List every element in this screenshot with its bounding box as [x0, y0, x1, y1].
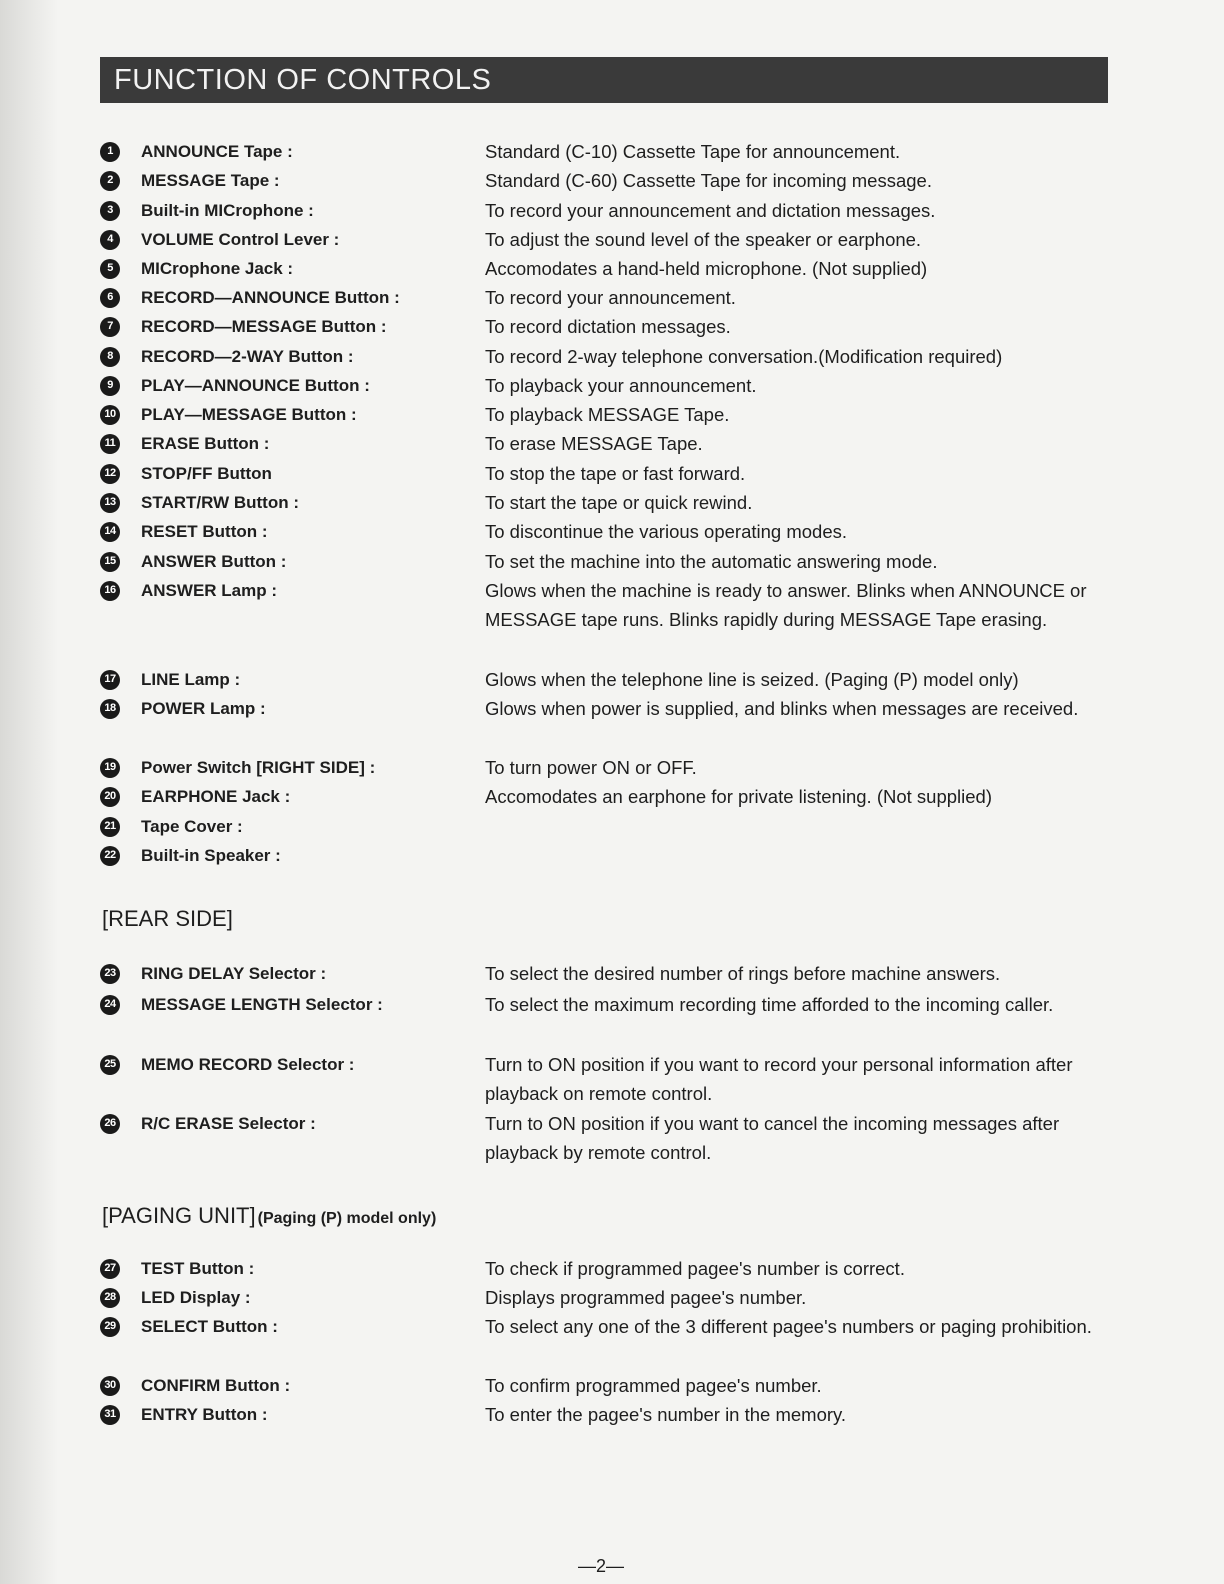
- control-description: To record your announcement.: [485, 287, 736, 308]
- item-number-badge: 14: [100, 522, 120, 542]
- item-number-badge: 3: [100, 201, 120, 221]
- item-number-badge: 10: [100, 405, 120, 425]
- control-item: [100, 488, 1130, 517]
- item-number-badge: 6: [100, 288, 120, 308]
- page-title: FUNCTION OF CONTROLS: [114, 63, 492, 96]
- control-description: To record dictation messages.: [485, 316, 731, 337]
- control-item: [100, 1283, 1130, 1312]
- control-item: [100, 1109, 1130, 1168]
- control-item: [100, 1254, 1130, 1283]
- item-number-badge: 30: [100, 1376, 120, 1396]
- control-item: [100, 517, 1130, 546]
- control-label: RECORD—2-WAY Button :: [141, 347, 354, 366]
- control-item: [100, 576, 1130, 635]
- control-item: [100, 694, 1130, 723]
- control-label: R/C ERASE Selector :: [141, 1114, 316, 1133]
- item-number-badge: 31: [100, 1405, 120, 1425]
- item-number-badge: 23: [100, 964, 120, 984]
- item-number-badge: 9: [100, 376, 120, 396]
- control-label: ANNOUNCE Tape :: [141, 142, 293, 161]
- item-number-badge: 4: [100, 230, 120, 250]
- item-number-badge: 1: [100, 142, 120, 162]
- section-header-bar: [100, 57, 1108, 103]
- control-description: To playback your announcement.: [485, 375, 757, 396]
- control-label: Tape Cover :: [141, 817, 243, 836]
- item-number-badge: 18: [100, 699, 120, 719]
- control-item: [100, 665, 1130, 694]
- control-item: [100, 459, 1130, 488]
- control-item: [100, 137, 1130, 166]
- control-description: To select any one of the 3 different pagee's numbers or paging prohibition.: [485, 1316, 1092, 1337]
- item-number-badge: 25: [100, 1055, 120, 1075]
- control-label: MESSAGE Tape :: [141, 171, 280, 190]
- control-label: PLAY—ANNOUNCE Button :: [141, 376, 370, 395]
- control-label: MICrophone Jack :: [141, 259, 294, 278]
- control-description: To select the maximum recording time afforded to the incoming caller.: [485, 994, 1054, 1015]
- control-description: Displays programmed pagee's number.: [485, 1287, 807, 1308]
- item-number-badge: 11: [100, 434, 120, 454]
- control-item: [100, 547, 1130, 576]
- control-item: [100, 342, 1130, 371]
- control-item: [100, 429, 1130, 458]
- control-label: STOP/FF Button: [141, 464, 272, 483]
- control-description: To turn power ON or OFF.: [485, 757, 697, 778]
- control-description: Accomodates an earphone for private listening. (Not supplied): [485, 786, 992, 807]
- item-number-badge: 17: [100, 670, 120, 690]
- item-number-badge: 8: [100, 347, 120, 367]
- control-item: [100, 225, 1130, 254]
- control-description: To adjust the sound level of the speaker or earphone.: [485, 229, 922, 250]
- item-number-badge: 7: [100, 317, 120, 337]
- control-item: [100, 1050, 1130, 1109]
- control-description: To confirm programmed pagee's number.: [485, 1375, 822, 1396]
- control-description: Glows when the telephone line is seized. (Paging (P) model only): [485, 669, 1019, 690]
- rear-side-heading-text: [REAR SIDE]: [102, 906, 233, 931]
- control-item: [100, 312, 1130, 341]
- item-number-badge: 28: [100, 1288, 120, 1308]
- control-item: [100, 1400, 1130, 1429]
- control-item: [100, 1312, 1130, 1341]
- control-description: Glows when the machine is ready to answer. Blinks when ANNOUNCE or MESSAGE tape runs. Blinks rapidly during MESSAGE Tape erasing.: [485, 580, 1087, 631]
- control-label: ANSWER Lamp :: [141, 581, 277, 600]
- item-number-badge: 29: [100, 1317, 120, 1337]
- control-description: To record 2-way telephone conversation.(Modification required): [485, 346, 1003, 367]
- control-description: Turn to ON position if you want to cancel the incoming messages after playback by remote control.: [485, 1113, 1060, 1164]
- control-label: Built-in MICrophone :: [141, 201, 314, 220]
- control-item: [100, 371, 1130, 400]
- control-label: START/RW Button :: [141, 493, 299, 512]
- control-label: VOLUME Control Lever :: [141, 230, 340, 249]
- item-number-badge: 24: [100, 995, 120, 1015]
- control-label: CONFIRM Button :: [141, 1376, 291, 1395]
- control-label: ERASE Button :: [141, 434, 270, 453]
- control-description: To start the tape or quick rewind.: [485, 492, 753, 513]
- paging-unit-heading-text: [PAGING UNIT]: [102, 1203, 256, 1228]
- control-label: ENTRY Button :: [141, 1405, 268, 1424]
- item-number-badge: 21: [100, 817, 120, 837]
- control-description: To erase MESSAGE Tape.: [485, 433, 703, 454]
- page-number: —2—: [578, 1556, 625, 1576]
- control-description: Standard (C-10) Cassette Tape for announcement.: [485, 141, 901, 162]
- control-description: To stop the tape or fast forward.: [485, 463, 746, 484]
- item-number-badge: 22: [100, 846, 120, 866]
- control-label: LINE Lamp :: [141, 670, 241, 689]
- control-description: Accomodates a hand-held microphone. (Not supplied): [485, 258, 928, 279]
- control-label: RESET Button :: [141, 522, 268, 541]
- control-label: ANSWER Button :: [141, 552, 287, 571]
- control-label: POWER Lamp :: [141, 699, 266, 718]
- control-item: [100, 196, 1130, 225]
- page-edge-shadow: [0, 0, 58, 1584]
- paging-unit-note: (Paging (P) model only): [257, 1210, 437, 1227]
- control-label: TEST Button :: [141, 1259, 255, 1278]
- control-item: [100, 812, 1130, 841]
- item-number-badge: 27: [100, 1259, 120, 1279]
- control-description: Turn to ON position if you want to record your personal information after playback on remote control.: [485, 1054, 1073, 1105]
- control-label: PLAY—MESSAGE Button :: [141, 405, 357, 424]
- item-number-badge: 13: [100, 493, 120, 513]
- control-label: LED Display :: [141, 1288, 251, 1307]
- control-item: [100, 841, 1130, 870]
- item-number-badge: 2: [100, 171, 120, 191]
- control-label: RING DELAY Selector :: [141, 964, 327, 983]
- control-description: To set the machine into the automatic answering mode.: [485, 551, 938, 572]
- item-number-badge: 20: [100, 787, 120, 807]
- control-description: Standard (C-60) Cassette Tape for incoming message.: [485, 170, 932, 191]
- control-label: RECORD—MESSAGE Button :: [141, 317, 387, 336]
- item-number-badge: 12: [100, 464, 120, 484]
- control-label: EARPHONE Jack :: [141, 787, 291, 806]
- control-label: RECORD—ANNOUNCE Button :: [141, 288, 400, 307]
- control-item: [100, 990, 1130, 1019]
- control-item: [100, 400, 1130, 429]
- control-label: Power Switch [RIGHT SIDE] :: [141, 758, 376, 777]
- control-description: Glows when power is supplied, and blinks when messages are received.: [485, 698, 1079, 719]
- control-description: To record your announcement and dictation messages.: [485, 200, 936, 221]
- control-label: MESSAGE LENGTH Selector :: [141, 995, 383, 1014]
- control-item: [100, 166, 1130, 195]
- control-item: [100, 753, 1130, 782]
- control-label: MEMO RECORD Selector :: [141, 1055, 355, 1074]
- control-description: To select the desired number of rings before machine answers.: [485, 963, 1001, 984]
- control-item: [100, 283, 1130, 312]
- control-item: [100, 254, 1130, 283]
- item-number-badge: 26: [100, 1114, 120, 1134]
- rear-side-heading: [102, 906, 233, 932]
- item-number-badge: 15: [100, 552, 120, 572]
- item-number-badge: 16: [100, 581, 120, 601]
- control-description: To discontinue the various operating modes.: [485, 521, 847, 542]
- control-label: Built-in Speaker :: [141, 846, 281, 865]
- control-item: [100, 959, 1130, 988]
- control-item: [100, 1371, 1130, 1400]
- paging-unit-heading: [102, 1203, 436, 1229]
- control-item: [100, 782, 1130, 811]
- control-description: To enter the pagee's number in the memory.: [485, 1404, 847, 1425]
- control-label: SELECT Button :: [141, 1317, 278, 1336]
- item-number-badge: 19: [100, 758, 120, 778]
- control-description: To check if programmed pagee's number is correct.: [485, 1258, 905, 1279]
- control-description: [485, 841, 1125, 870]
- control-description: [485, 812, 1125, 841]
- control-description: To playback MESSAGE Tape.: [485, 404, 730, 425]
- item-number-badge: 5: [100, 259, 120, 279]
